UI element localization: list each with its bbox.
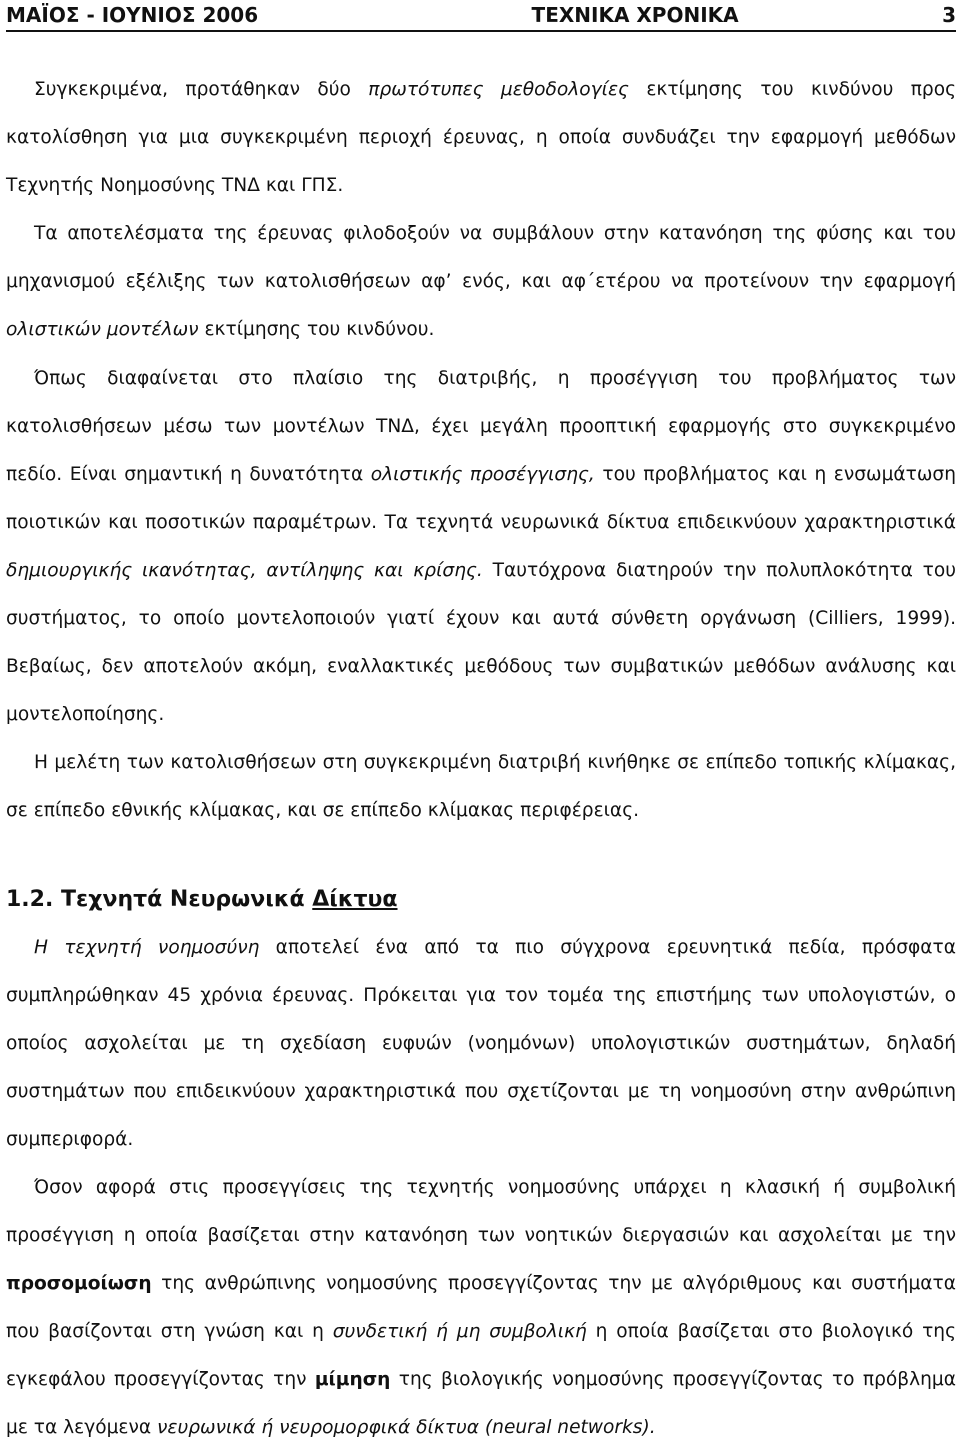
- text-span: της ανθρώπινης νοημοσύνης προσεγγίζοντας την με αλγόριθμους και συστήματα που βασίζονται στη γνώση και η: [6, 1273, 956, 1343]
- italic-span: δημιουργικής ικανότητας, αντίληψης και κρίσης.: [6, 559, 483, 581]
- italic-span: πρωτότυπες μεθοδολογίες: [368, 79, 629, 100]
- section-title-a: Τεχνητά Νευρωνικά: [61, 886, 313, 912]
- text-span: Όπως διαφαίνεται στο πλαίσιο της διατριβής, η προσέγγιση του προβλήματος των κατολισθήσεων μέσω των μοντέλων ΤΝΔ, έχει μεγάλη προοπτική εφαρμογής στο συγκεκριμένο πεδίο. Είναι σημαντική η δυνατότητα: [6, 367, 956, 485]
- paragraph-4: [6, 739, 956, 835]
- text-span: του προβλήματος και η ενσωμάτωση ποιοτικών και ποσοτικών παραμέτρων. Τα τεχνητά νευρωνικά δίκτυα επιδεικνύουν χαρακτηριστικά: [6, 463, 957, 533]
- text-span: αποτελεί ένα από τα πιο σύγχρονα ερευνητικά πεδία, πρόσφατα συμπληρώθηκαν 45 χρόνια έρευνας. Πρόκειται για τον τομέα της επιστήμης των υπολογιστών, ο οποίος ασχολείται με τη σχεδίαση ευφυών (νοημόνων) υπολογιστικών συστημάτων, δηλαδή συστημάτων που επιδεικνύουν χαρακτηριστικά που σχετίζονται με τη νοημοσύνη στην ανθρώπινη συμπεριφορά.: [6, 936, 956, 1150]
- bold-span: προσομοίωση: [6, 1273, 152, 1295]
- text-span: Ταυτόχρονα διατηρούν την πολυπλοκότητα του συστήματος, το οποίο μοντελοποιούν γιατί έχουν και αυτά σύνθετη οργάνωση (Cilliers, 1999). Βεβαίως, δεν αποτελούν ακόμη, εναλλακτικές μεθόδους των συμβατικών μεθόδων ανάλυσης και μοντελοποίησης.: [6, 559, 957, 726]
- section-heading: [6, 876, 956, 924]
- italic-span: ολιστικής προσέγγισης,: [370, 463, 595, 485]
- italic-span: Η τεχνητή νοημοσύνη: [34, 936, 260, 958]
- text-span: της βιολογικής νοημοσύνης προσεγγίζοντας το πρόβλημα με τα λεγόμενα: [6, 1369, 956, 1439]
- text-span: η οποία βασίζεται στο βιολογικό της εγκεφάλου προσεγγίζοντας την: [6, 1321, 956, 1391]
- paragraph-3: [6, 355, 956, 740]
- paragraph-6: [6, 1164, 956, 1453]
- italic-span: νευρωνικά ή νευρομορφικά δίκτυα (neural networks).: [157, 1417, 656, 1439]
- body-text: [6, 66, 956, 1453]
- text-span: εκτίμησης του κινδύνου.: [198, 319, 435, 341]
- bold-span: μίμηση: [314, 1369, 391, 1391]
- italic-span: συνδετική ή μη συμβολική: [332, 1321, 587, 1343]
- section-number: 1.2.: [6, 886, 54, 912]
- text-span: Όσον αφορά στις προσεγγίσεις της τεχνητής νοημοσύνης υπάρχει η κλασική ή συμβολική προσέγγιση η οποία βασίζεται στην κατανόηση των νοητικών διεργασιών και ασχολείται με την: [6, 1176, 956, 1247]
- running-header: [6, 0, 956, 32]
- header-issue-date: ΜΑΪΟΣ - ΙΟΥΝΙΟΣ 2006: [6, 3, 259, 27]
- paragraph-5: [6, 924, 956, 1164]
- italic-span: ολιστικών μοντέλων: [6, 319, 199, 341]
- header-journal-title: ΤΕΧΝΙΚΑ ΧΡΟΝΙΚΑ: [531, 3, 739, 27]
- text-span: Η μελέτη των κατολισθήσεων στη συγκεκριμένη διατριβή κινήθηκε σε επίπεδο τοπικής κλίμακας, σε επίπεδο εθνικής κλίμακας, και σε επίπεδο κλίμακας περιφέρειας.: [6, 752, 956, 822]
- paragraph-2: [6, 210, 956, 354]
- text-span: Τα αποτελέσματα της έρευνας φιλοδοξούν να συμβάλουν στην κατανόηση της φύσης και του μηχανισμού εξέλιξης των κατολισθήσεων αφ’ ενός, και αφ΄ετέρου να προτείνουν την εφαρμογή: [6, 223, 956, 293]
- header-page-number: 3: [942, 3, 956, 27]
- text-span: εκτίμησης του κινδύνου προς κατολίσθηση για μια συγκεκριμένη περιοχή έρευνας, η οποία συνδυάζει την εφαρμογή μεθόδων Τεχνητής Νοημοσύνης ΤΝΔ και ΓΠΣ.: [6, 79, 957, 197]
- text-span: Συγκεκριμένα, προτάθηκαν δύο: [34, 79, 369, 100]
- paragraph-1: [6, 66, 956, 210]
- section-title-b: Δίκτυα: [312, 886, 398, 912]
